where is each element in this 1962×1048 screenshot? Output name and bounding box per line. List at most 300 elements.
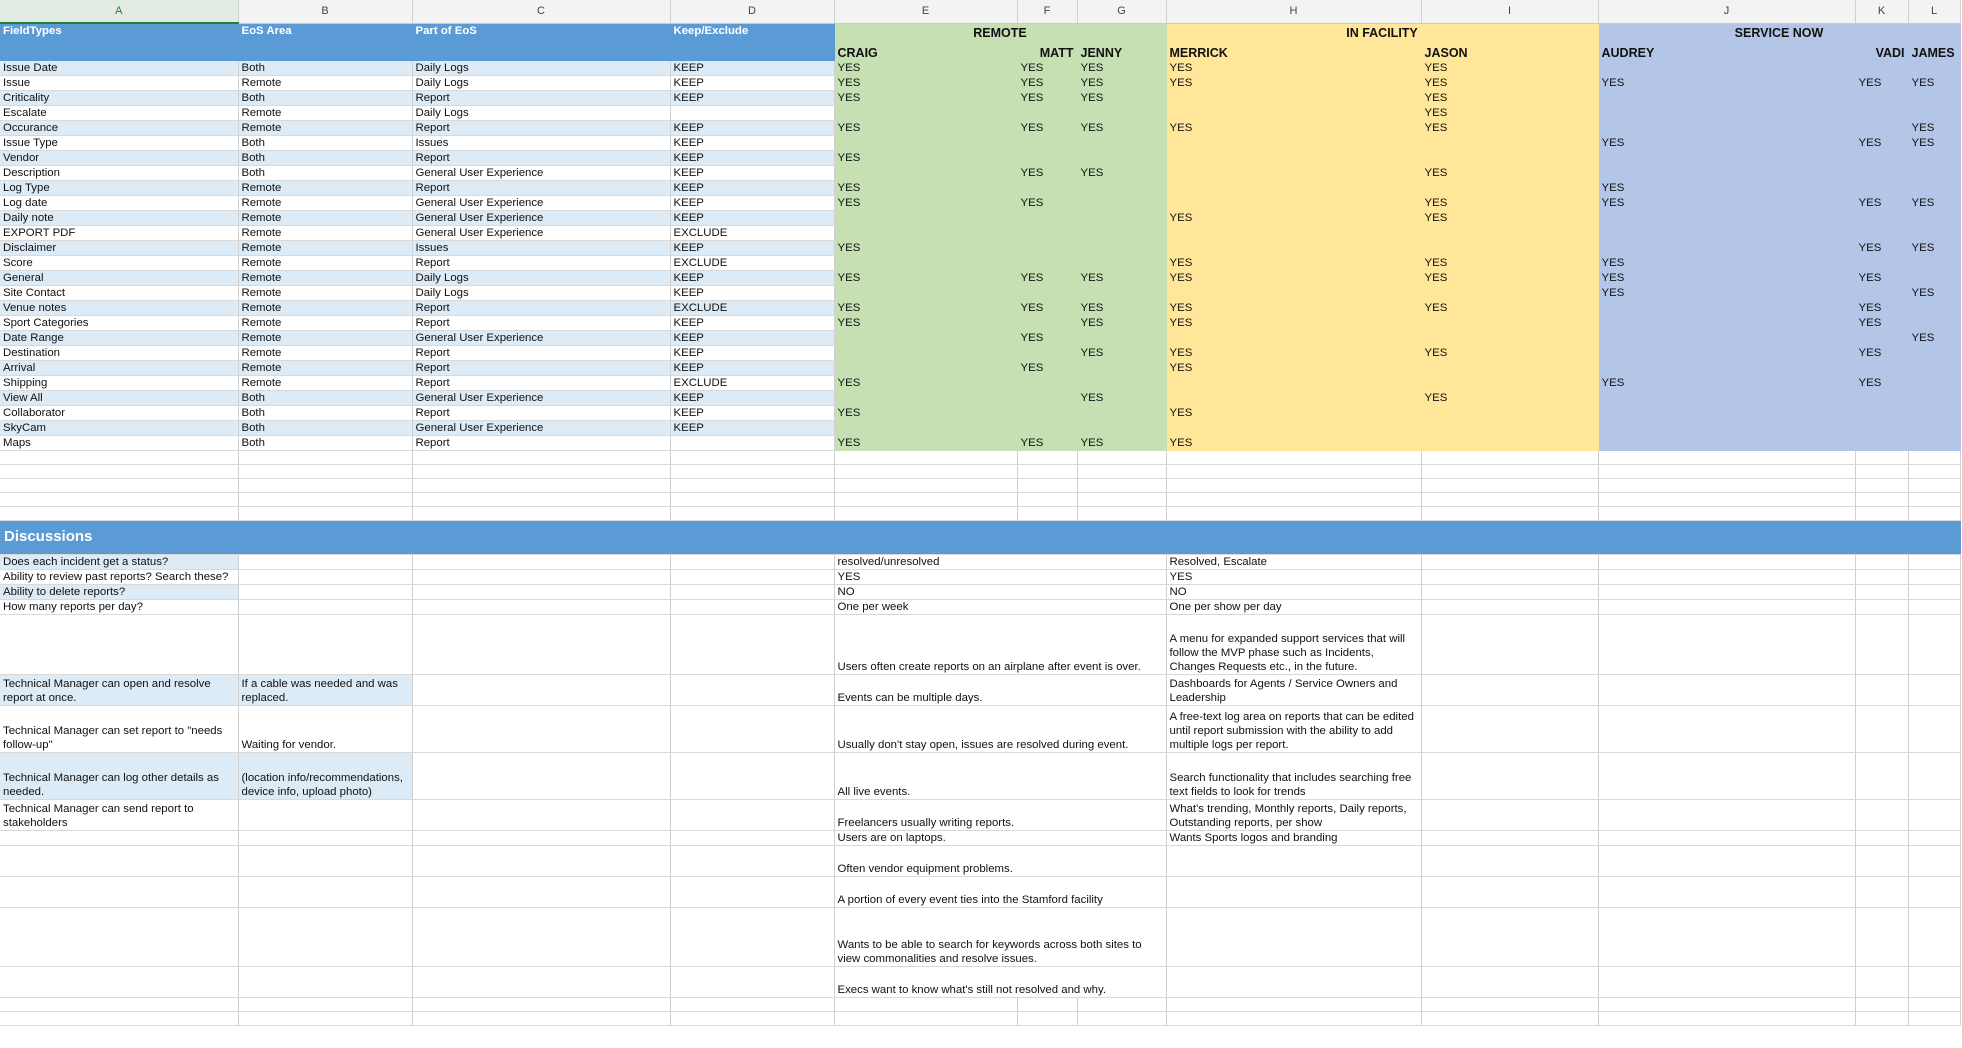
empty-cell[interactable]: [1421, 1011, 1598, 1025]
empty-cell[interactable]: [1598, 876, 1855, 907]
cell-a-15[interactable]: Disclaimer: [0, 240, 238, 255]
cell-l-25[interactable]: [1908, 390, 1960, 405]
empty-cell[interactable]: [670, 492, 834, 506]
header-b[interactable]: EoS Area: [238, 23, 412, 60]
cell-j-10[interactable]: [1598, 165, 1855, 180]
discussion-remote-answer[interactable]: Execs want to know what's still not resolved and why.: [834, 966, 1166, 997]
cell-j-17[interactable]: YES: [1598, 270, 1855, 285]
table-row[interactable]: [0, 405, 1960, 420]
table-row[interactable]: [0, 315, 1960, 330]
empty-cell[interactable]: [412, 752, 670, 799]
cell-l-16[interactable]: [1908, 255, 1960, 270]
discussion-note[interactable]: (location info/recommendations, device info, upload photo): [238, 752, 412, 799]
cell-b-22[interactable]: Remote: [238, 345, 412, 360]
cell-c-21[interactable]: General User Experience: [412, 330, 670, 345]
empty-cell[interactable]: [1855, 554, 1908, 569]
empty-cell[interactable]: [1855, 799, 1908, 830]
cell-k-6[interactable]: [1855, 105, 1908, 120]
cell-g-16[interactable]: [1077, 255, 1166, 270]
table-row[interactable]: [0, 90, 1960, 105]
cell-b-12[interactable]: Remote: [238, 195, 412, 210]
empty-cell[interactable]: [0, 492, 238, 506]
cell-b-13[interactable]: Remote: [238, 210, 412, 225]
empty-cell[interactable]: [1598, 584, 1855, 599]
cell-a-23[interactable]: Arrival: [0, 360, 238, 375]
cell-d-28[interactable]: [670, 435, 834, 450]
cell-i-8[interactable]: [1421, 135, 1598, 150]
empty-cell[interactable]: [1421, 830, 1598, 845]
discussion-facility-answer[interactable]: Search functionality that includes searching free text fields to look for trends: [1166, 752, 1421, 799]
empty-cell[interactable]: [1855, 599, 1908, 614]
empty-cell[interactable]: [1855, 876, 1908, 907]
empty-cell[interactable]: [1598, 966, 1855, 997]
table-row[interactable]: [0, 210, 1960, 225]
cell-g-3[interactable]: YES: [1077, 60, 1166, 75]
cell-c-26[interactable]: Report: [412, 405, 670, 420]
cell-a-22[interactable]: Destination: [0, 345, 238, 360]
discussion-question[interactable]: [0, 907, 238, 966]
table-row[interactable]: [0, 390, 1960, 405]
cell-h-25[interactable]: [1166, 390, 1421, 405]
empty-cell[interactable]: [834, 506, 1017, 520]
cell-a-10[interactable]: Description: [0, 165, 238, 180]
cell-i-24[interactable]: [1421, 375, 1598, 390]
cell-a-27[interactable]: SkyCam: [0, 420, 238, 435]
empty-cell[interactable]: [1166, 464, 1421, 478]
empty-cell[interactable]: [1855, 830, 1908, 845]
column-header-j[interactable]: J: [1598, 0, 1855, 23]
cell-d-26[interactable]: KEEP: [670, 405, 834, 420]
cell-k-15[interactable]: YES: [1855, 240, 1908, 255]
discussion-question[interactable]: Technical Manager can log other details as needed.: [0, 752, 238, 799]
empty-cell[interactable]: [238, 478, 412, 492]
cell-g-21[interactable]: [1077, 330, 1166, 345]
cell-i-5[interactable]: YES: [1421, 90, 1598, 105]
column-header-c[interactable]: C: [412, 0, 670, 23]
cell-i-3[interactable]: YES: [1421, 60, 1598, 75]
discussion-note[interactable]: [238, 554, 412, 569]
cell-b-20[interactable]: Remote: [238, 315, 412, 330]
cell-k-21[interactable]: [1855, 330, 1908, 345]
cell-e-8[interactable]: [834, 135, 1017, 150]
cell-h-17[interactable]: YES: [1166, 270, 1421, 285]
empty-cell[interactable]: [0, 450, 238, 464]
cell-h-22[interactable]: YES: [1166, 345, 1421, 360]
cell-g-15[interactable]: [1077, 240, 1166, 255]
empty-cell[interactable]: [1598, 997, 1855, 1011]
table-row[interactable]: [0, 435, 1960, 450]
cell-f-6[interactable]: [1017, 105, 1077, 120]
empty-cell[interactable]: [834, 1011, 1017, 1025]
cell-g-19[interactable]: YES: [1077, 300, 1166, 315]
cell-h-6[interactable]: [1166, 105, 1421, 120]
discussion-row[interactable]: [0, 599, 1960, 614]
empty-cell[interactable]: [1855, 752, 1908, 799]
empty-cell[interactable]: [1908, 506, 1960, 520]
discussion-remote-answer[interactable]: Freelancers usually writing reports.: [834, 799, 1166, 830]
cell-g-4[interactable]: YES: [1077, 75, 1166, 90]
cell-l-19[interactable]: [1908, 300, 1960, 315]
cell-d-9[interactable]: KEEP: [670, 150, 834, 165]
cell-f-24[interactable]: [1017, 375, 1077, 390]
column-header-g[interactable]: G: [1077, 0, 1166, 23]
discussion-note[interactable]: Waiting for vendor.: [238, 705, 412, 752]
discussion-remote-answer[interactable]: Wants to be able to search for keywords across both sites to view commonalities and resolve issues.: [834, 907, 1166, 966]
cell-c-28[interactable]: Report: [412, 435, 670, 450]
cell-c-8[interactable]: Issues: [412, 135, 670, 150]
column-header-f[interactable]: F: [1017, 0, 1077, 23]
empty-cell[interactable]: [1421, 705, 1598, 752]
discussion-note[interactable]: [238, 599, 412, 614]
cell-k-25[interactable]: [1855, 390, 1908, 405]
empty-cell[interactable]: [1855, 464, 1908, 478]
cell-b-21[interactable]: Remote: [238, 330, 412, 345]
cell-e-17[interactable]: YES: [834, 270, 1017, 285]
cell-k-8[interactable]: YES: [1855, 135, 1908, 150]
cell-i-10[interactable]: YES: [1421, 165, 1598, 180]
cell-d-19[interactable]: EXCLUDE: [670, 300, 834, 315]
cell-c-14[interactable]: General User Experience: [412, 225, 670, 240]
cell-k-10[interactable]: [1855, 165, 1908, 180]
cell-d-10[interactable]: KEEP: [670, 165, 834, 180]
empty-cell[interactable]: [1598, 830, 1855, 845]
cell-g-27[interactable]: [1077, 420, 1166, 435]
empty-cell[interactable]: [1855, 966, 1908, 997]
person-jason[interactable]: JASON: [1421, 43, 1598, 60]
empty-cell[interactable]: [1855, 478, 1908, 492]
table-row[interactable]: [0, 165, 1960, 180]
cell-k-14[interactable]: [1855, 225, 1908, 240]
column-header-a[interactable]: A: [0, 0, 238, 23]
cell-h-12[interactable]: [1166, 195, 1421, 210]
cell-i-16[interactable]: YES: [1421, 255, 1598, 270]
table-row[interactable]: [0, 180, 1960, 195]
empty-cell[interactable]: [1908, 830, 1960, 845]
empty-cell[interactable]: [1077, 464, 1166, 478]
empty-cell[interactable]: [1017, 997, 1077, 1011]
cell-f-19[interactable]: YES: [1017, 300, 1077, 315]
table-row[interactable]: [0, 135, 1960, 150]
empty-cell[interactable]: [0, 506, 238, 520]
cell-f-4[interactable]: YES: [1017, 75, 1077, 90]
discussion-question[interactable]: Technical Manager can send report to stakeholders: [0, 799, 238, 830]
cell-b-16[interactable]: Remote: [238, 255, 412, 270]
empty-cell[interactable]: [670, 1011, 834, 1025]
empty-cell[interactable]: [1908, 450, 1960, 464]
cell-c-16[interactable]: Report: [412, 255, 670, 270]
cell-h-9[interactable]: [1166, 150, 1421, 165]
empty-cell[interactable]: [1421, 450, 1598, 464]
cell-c-24[interactable]: Report: [412, 375, 670, 390]
cell-j-16[interactable]: YES: [1598, 255, 1855, 270]
cell-e-11[interactable]: YES: [834, 180, 1017, 195]
discussion-note[interactable]: [238, 966, 412, 997]
discussion-row[interactable]: [0, 752, 1960, 799]
cell-d-27[interactable]: KEEP: [670, 420, 834, 435]
discussion-note[interactable]: [238, 614, 412, 674]
cell-j-3[interactable]: [1598, 60, 1855, 75]
cell-c-15[interactable]: Issues: [412, 240, 670, 255]
empty-cell[interactable]: [1421, 752, 1598, 799]
empty-row[interactable]: [0, 478, 1960, 492]
cell-i-21[interactable]: [1421, 330, 1598, 345]
cell-l-23[interactable]: [1908, 360, 1960, 375]
cell-d-6[interactable]: [670, 105, 834, 120]
cell-j-11[interactable]: YES: [1598, 180, 1855, 195]
cell-k-22[interactable]: YES: [1855, 345, 1908, 360]
cell-a-18[interactable]: Site Contact: [0, 285, 238, 300]
cell-j-12[interactable]: YES: [1598, 195, 1855, 210]
empty-cell[interactable]: [670, 674, 834, 705]
cell-b-17[interactable]: Remote: [238, 270, 412, 285]
cell-b-24[interactable]: Remote: [238, 375, 412, 390]
cell-d-17[interactable]: KEEP: [670, 270, 834, 285]
cell-d-21[interactable]: KEEP: [670, 330, 834, 345]
cell-f-26[interactable]: [1017, 405, 1077, 420]
cell-b-7[interactable]: Remote: [238, 120, 412, 135]
cell-b-10[interactable]: Both: [238, 165, 412, 180]
cell-e-7[interactable]: YES: [834, 120, 1017, 135]
discussion-row[interactable]: [0, 614, 1960, 674]
empty-cell[interactable]: [1855, 492, 1908, 506]
cell-i-17[interactable]: YES: [1421, 270, 1598, 285]
empty-cell[interactable]: [670, 506, 834, 520]
empty-cell[interactable]: [412, 845, 670, 876]
cell-f-10[interactable]: YES: [1017, 165, 1077, 180]
discussion-remote-answer[interactable]: Users often create reports on an airplane after event is over.: [834, 614, 1166, 674]
cell-d-15[interactable]: KEEP: [670, 240, 834, 255]
discussion-question[interactable]: [0, 845, 238, 876]
cell-e-13[interactable]: [834, 210, 1017, 225]
discussion-question[interactable]: [0, 614, 238, 674]
discussion-question[interactable]: Ability to review past reports? Search these?: [0, 569, 238, 584]
discussions-title[interactable]: Discussions: [0, 520, 1960, 554]
empty-cell[interactable]: [1077, 1011, 1166, 1025]
cell-j-28[interactable]: [1598, 435, 1855, 450]
person-james[interactable]: JAMES: [1908, 43, 1960, 60]
empty-cell[interactable]: [1017, 450, 1077, 464]
cell-f-11[interactable]: [1017, 180, 1077, 195]
cell-j-26[interactable]: [1598, 405, 1855, 420]
cell-d-24[interactable]: EXCLUDE: [670, 375, 834, 390]
cell-d-22[interactable]: KEEP: [670, 345, 834, 360]
person-audrey[interactable]: AUDREY: [1598, 43, 1855, 60]
cell-b-18[interactable]: Remote: [238, 285, 412, 300]
discussion-note[interactable]: [238, 830, 412, 845]
cell-k-18[interactable]: [1855, 285, 1908, 300]
empty-cell[interactable]: [238, 506, 412, 520]
cell-b-19[interactable]: Remote: [238, 300, 412, 315]
cell-l-14[interactable]: [1908, 225, 1960, 240]
empty-cell[interactable]: [670, 997, 834, 1011]
cell-k-9[interactable]: [1855, 150, 1908, 165]
cell-a-19[interactable]: Venue notes: [0, 300, 238, 315]
table-row[interactable]: [0, 120, 1960, 135]
cell-i-25[interactable]: YES: [1421, 390, 1598, 405]
empty-cell[interactable]: [1908, 569, 1960, 584]
empty-cell[interactable]: [1421, 569, 1598, 584]
column-header-e[interactable]: E: [834, 0, 1017, 23]
cell-h-26[interactable]: YES: [1166, 405, 1421, 420]
header-c[interactable]: Part of EoS: [412, 23, 670, 60]
cell-h-18[interactable]: [1166, 285, 1421, 300]
discussion-row[interactable]: [0, 799, 1960, 830]
empty-cell[interactable]: [1855, 907, 1908, 966]
empty-cell[interactable]: [834, 492, 1017, 506]
discussion-remote-answer[interactable]: Often vendor equipment problems.: [834, 845, 1166, 876]
cell-b-28[interactable]: Both: [238, 435, 412, 450]
empty-cell[interactable]: [412, 997, 670, 1011]
cell-k-12[interactable]: YES: [1855, 195, 1908, 210]
table-row[interactable]: [0, 300, 1960, 315]
empty-cell[interactable]: [670, 464, 834, 478]
cell-c-3[interactable]: Daily Logs: [412, 60, 670, 75]
cell-c-22[interactable]: Report: [412, 345, 670, 360]
table-row[interactable]: [0, 360, 1960, 375]
empty-cell[interactable]: [1908, 584, 1960, 599]
cell-k-3[interactable]: [1855, 60, 1908, 75]
cell-i-28[interactable]: [1421, 435, 1598, 450]
cell-a-17[interactable]: General: [0, 270, 238, 285]
table-row[interactable]: [0, 255, 1960, 270]
cell-i-14[interactable]: [1421, 225, 1598, 240]
cell-b-23[interactable]: Remote: [238, 360, 412, 375]
empty-cell[interactable]: [412, 478, 670, 492]
empty-cell[interactable]: [1908, 705, 1960, 752]
cell-g-18[interactable]: [1077, 285, 1166, 300]
cell-j-6[interactable]: [1598, 105, 1855, 120]
cell-f-28[interactable]: YES: [1017, 435, 1077, 450]
empty-cell[interactable]: [670, 845, 834, 876]
empty-cell[interactable]: [412, 450, 670, 464]
person-vadi[interactable]: VADI: [1855, 43, 1908, 60]
discussion-question[interactable]: [0, 966, 238, 997]
cell-f-12[interactable]: YES: [1017, 195, 1077, 210]
discussion-remote-answer[interactable]: One per week: [834, 599, 1166, 614]
empty-cell[interactable]: [670, 584, 834, 599]
empty-cell[interactable]: [1598, 450, 1855, 464]
empty-cell[interactable]: [1598, 464, 1855, 478]
empty-cell[interactable]: [1421, 876, 1598, 907]
cell-g-17[interactable]: YES: [1077, 270, 1166, 285]
cell-k-16[interactable]: [1855, 255, 1908, 270]
group-service-now[interactable]: SERVICE NOW: [1598, 23, 1960, 43]
cell-f-21[interactable]: YES: [1017, 330, 1077, 345]
cell-d-16[interactable]: EXCLUDE: [670, 255, 834, 270]
cell-l-10[interactable]: [1908, 165, 1960, 180]
cell-j-23[interactable]: [1598, 360, 1855, 375]
empty-cell[interactable]: [1017, 478, 1077, 492]
cell-k-5[interactable]: [1855, 90, 1908, 105]
cell-a-7[interactable]: Occurance: [0, 120, 238, 135]
empty-cell[interactable]: [1421, 506, 1598, 520]
cell-j-19[interactable]: [1598, 300, 1855, 315]
cell-c-20[interactable]: Report: [412, 315, 670, 330]
cell-j-24[interactable]: YES: [1598, 375, 1855, 390]
empty-cell[interactable]: [1908, 464, 1960, 478]
cell-l-18[interactable]: YES: [1908, 285, 1960, 300]
table-row[interactable]: [0, 330, 1960, 345]
empty-cell[interactable]: [1077, 450, 1166, 464]
empty-cell[interactable]: [1598, 705, 1855, 752]
cell-d-11[interactable]: KEEP: [670, 180, 834, 195]
cell-g-7[interactable]: YES: [1077, 120, 1166, 135]
empty-cell[interactable]: [1908, 799, 1960, 830]
empty-cell[interactable]: [412, 614, 670, 674]
table-row[interactable]: [0, 420, 1960, 435]
cell-a-9[interactable]: Vendor: [0, 150, 238, 165]
cell-i-27[interactable]: [1421, 420, 1598, 435]
cell-b-6[interactable]: Remote: [238, 105, 412, 120]
empty-cell[interactable]: [1017, 1011, 1077, 1025]
cell-a-3[interactable]: Issue Date: [0, 60, 238, 75]
cell-k-26[interactable]: [1855, 405, 1908, 420]
cell-c-10[interactable]: General User Experience: [412, 165, 670, 180]
empty-cell[interactable]: [1166, 450, 1421, 464]
cell-i-15[interactable]: [1421, 240, 1598, 255]
empty-cell[interactable]: [1077, 997, 1166, 1011]
discussion-row[interactable]: [0, 584, 1960, 599]
cell-c-4[interactable]: Daily Logs: [412, 75, 670, 90]
cell-l-7[interactable]: YES: [1908, 120, 1960, 135]
cell-i-11[interactable]: [1421, 180, 1598, 195]
cell-l-3[interactable]: [1908, 60, 1960, 75]
empty-cell[interactable]: [1598, 506, 1855, 520]
empty-cell[interactable]: [238, 492, 412, 506]
discussion-note[interactable]: [238, 876, 412, 907]
empty-cell[interactable]: [1855, 569, 1908, 584]
column-header-h[interactable]: H: [1166, 0, 1421, 23]
empty-cell[interactable]: [1855, 1011, 1908, 1025]
cell-i-26[interactable]: [1421, 405, 1598, 420]
empty-row[interactable]: [0, 997, 1960, 1011]
empty-cell[interactable]: [1598, 554, 1855, 569]
cell-b-25[interactable]: Both: [238, 390, 412, 405]
empty-cell[interactable]: [1908, 478, 1960, 492]
cell-e-16[interactable]: [834, 255, 1017, 270]
empty-cell[interactable]: [238, 450, 412, 464]
empty-cell[interactable]: [1421, 478, 1598, 492]
cell-i-23[interactable]: [1421, 360, 1598, 375]
discussion-note[interactable]: [238, 907, 412, 966]
cell-l-11[interactable]: [1908, 180, 1960, 195]
cell-a-8[interactable]: Issue Type: [0, 135, 238, 150]
empty-cell[interactable]: [1908, 492, 1960, 506]
empty-cell[interactable]: [670, 478, 834, 492]
cell-f-14[interactable]: [1017, 225, 1077, 240]
discussion-remote-answer[interactable]: All live events.: [834, 752, 1166, 799]
cell-a-4[interactable]: Issue: [0, 75, 238, 90]
cell-j-15[interactable]: [1598, 240, 1855, 255]
table-row[interactable]: [0, 270, 1960, 285]
cell-e-10[interactable]: [834, 165, 1017, 180]
empty-cell[interactable]: [670, 966, 834, 997]
cell-h-23[interactable]: YES: [1166, 360, 1421, 375]
empty-cell[interactable]: [1908, 554, 1960, 569]
cell-k-7[interactable]: [1855, 120, 1908, 135]
cell-g-8[interactable]: [1077, 135, 1166, 150]
cell-b-9[interactable]: Both: [238, 150, 412, 165]
cell-e-9[interactable]: YES: [834, 150, 1017, 165]
cell-h-28[interactable]: YES: [1166, 435, 1421, 450]
cell-c-23[interactable]: Report: [412, 360, 670, 375]
empty-cell[interactable]: [670, 907, 834, 966]
empty-cell[interactable]: [1598, 492, 1855, 506]
empty-cell[interactable]: [1017, 492, 1077, 506]
cell-e-15[interactable]: YES: [834, 240, 1017, 255]
cell-c-27[interactable]: General User Experience: [412, 420, 670, 435]
discussion-remote-answer[interactable]: NO: [834, 584, 1166, 599]
